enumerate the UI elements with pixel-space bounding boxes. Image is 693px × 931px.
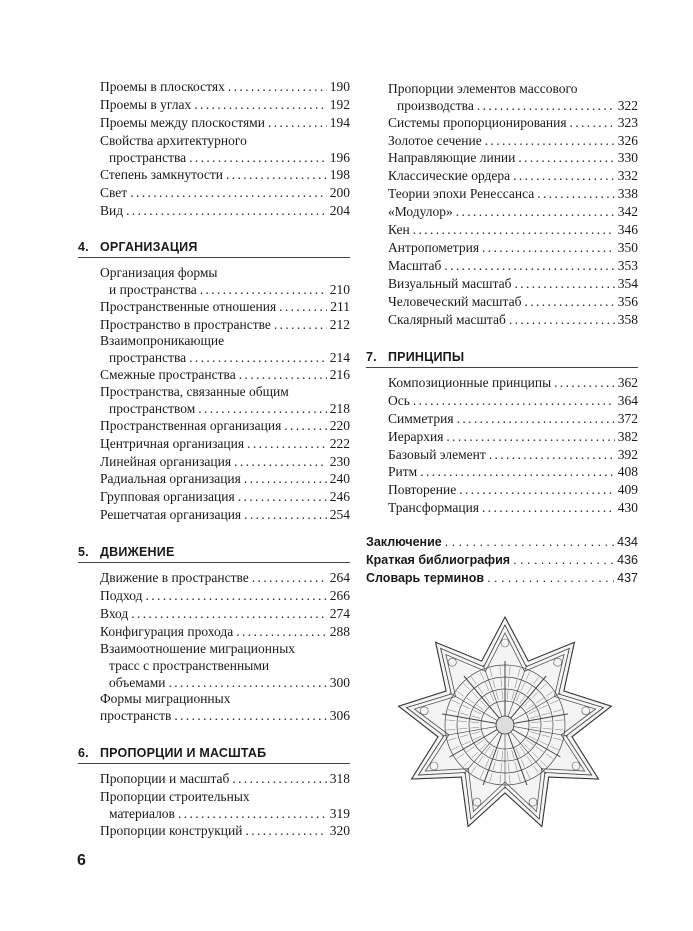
- toc-entry-title-cont: пространством: [109, 401, 196, 416]
- toc-entry[interactable]: [388, 167, 638, 184]
- toc-entry-title-cont: материалов: [109, 806, 175, 821]
- toc-entry[interactable]: [388, 185, 638, 202]
- toc-entry[interactable]: [100, 132, 350, 166]
- toc-entry[interactable]: [100, 788, 350, 822]
- chapter-heading[interactable]: [78, 239, 350, 258]
- toc-entry-page: 190: [329, 79, 350, 94]
- toc-entry[interactable]: [388, 481, 638, 498]
- toc-entry-page: 330: [617, 150, 638, 165]
- toc-entry[interactable]: [100, 114, 350, 131]
- toc-entry-title: Теории эпохи Ренессанса: [388, 186, 535, 201]
- toc-entry[interactable]: [100, 470, 350, 487]
- toc-entry[interactable]: [100, 78, 350, 95]
- star-fortress-plan-illustration: [394, 612, 616, 838]
- toc-entry-title: Масштаб: [388, 258, 442, 273]
- toc-entry-page: 342: [617, 204, 638, 219]
- toc-entry[interactable]: [388, 221, 638, 238]
- toc-entry-title: Групповая организация: [100, 489, 235, 504]
- toc-entry[interactable]: [388, 132, 638, 149]
- toc-entry-page: 358: [617, 312, 638, 327]
- toc-entry-title: Линейная организация: [100, 454, 232, 469]
- back-matter-page: 437: [617, 571, 638, 585]
- toc-entry-page: 264: [329, 570, 350, 585]
- toc-entry[interactable]: [388, 293, 638, 310]
- toc-entry[interactable]: [100, 184, 350, 201]
- toc-entry-page: 274: [329, 606, 350, 621]
- toc-entry-title: Свет: [100, 185, 128, 200]
- toc-entry-page: 300: [329, 675, 350, 690]
- toc-entry-page: 306: [329, 708, 350, 723]
- toc-entry-title: Проемы в углах: [100, 97, 192, 112]
- toc-entry[interactable]: [388, 239, 638, 256]
- toc-entry-title: Человеческий масштаб: [388, 294, 522, 309]
- toc-entry-page: 408: [617, 464, 638, 479]
- toc-entry[interactable]: [100, 640, 350, 691]
- toc-entry-page: 372: [617, 411, 638, 426]
- toc-entry-title-cont: пространств: [100, 708, 172, 723]
- toc-entry[interactable]: [388, 275, 638, 292]
- toc-entry-page: 204: [329, 203, 350, 218]
- toc-entry-title: Радиальная организация: [100, 471, 241, 486]
- toc-entry-page: 382: [617, 429, 638, 444]
- toc-entry[interactable]: [100, 166, 350, 183]
- toc-entry[interactable]: [100, 569, 350, 586]
- toc-entry[interactable]: [388, 80, 638, 114]
- toc-entry-page: 362: [617, 375, 638, 390]
- toc-entry-title-cont: производства: [397, 98, 474, 113]
- toc-entry[interactable]: [100, 453, 350, 470]
- toc-entry-page: 356: [617, 294, 638, 309]
- toc-entry-page: 320: [329, 823, 350, 838]
- toc-entry-title: Конфигурация прохода: [100, 624, 234, 639]
- toc-entry-page: 338: [617, 186, 638, 201]
- chapter-title: ПРИНЦИПЫ: [388, 350, 465, 364]
- toc-entry-title: Движение в пространстве: [100, 570, 249, 585]
- toc-entry[interactable]: [388, 374, 638, 391]
- toc-entry-page: 218: [329, 401, 350, 416]
- toc-entry-title: Пропорции конструкций: [100, 823, 243, 838]
- back-matter-page: 434: [617, 535, 638, 549]
- toc-entry-title: Ось: [388, 393, 410, 408]
- toc-entry-page: 230: [329, 454, 350, 469]
- toc-entry-title: Композиционные принципы: [388, 375, 552, 390]
- toc-entry-title: Вид: [100, 203, 124, 218]
- toc-entry-title: Повторение: [388, 482, 457, 497]
- toc-entry-page: 210: [329, 282, 350, 297]
- toc-entry-title: Взаимопроникающие: [100, 333, 225, 348]
- toc-entry[interactable]: [100, 623, 350, 640]
- toc-entry-title: Кен: [388, 222, 410, 237]
- chapter-heading[interactable]: [78, 544, 350, 563]
- toc-entry-page: 200: [329, 185, 350, 200]
- toc-entry-page: 220: [329, 418, 350, 433]
- chapter-title: ПРОПОРЦИИ И МАСШТАБ: [100, 746, 267, 760]
- toc-entry-page: 194: [329, 115, 350, 130]
- toc-entry[interactable]: [388, 428, 638, 445]
- toc-entry[interactable]: [388, 311, 638, 328]
- toc-entry[interactable]: [388, 499, 638, 516]
- toc-entry-page: 211: [330, 299, 350, 314]
- toc-entry-title-cont: и пространства: [109, 282, 197, 297]
- toc-entry[interactable]: [388, 203, 638, 220]
- chapter-number: 6.: [78, 746, 89, 760]
- toc-entry[interactable]: [100, 298, 350, 315]
- toc-entry-title: «Модулор»: [388, 204, 453, 219]
- toc-entry-title: Направляющие линии: [388, 150, 516, 165]
- toc-entry-page: 318: [329, 771, 350, 786]
- back-matter-title: Заключение: [366, 535, 442, 549]
- toc-entry-title-cont: объемами: [109, 675, 166, 690]
- page-number: 6: [77, 852, 86, 869]
- toc-entry[interactable]: [388, 149, 638, 166]
- toc-entry[interactable]: [100, 435, 350, 452]
- toc-entry[interactable]: [100, 488, 350, 505]
- chapter-number: 4.: [78, 240, 89, 254]
- toc-entry[interactable]: [100, 264, 350, 298]
- toc-entry-page: 222: [329, 436, 350, 451]
- toc-entry[interactable]: [100, 770, 350, 787]
- toc-entry-title: Ритм: [388, 464, 418, 479]
- toc-entry-page: 350: [617, 240, 638, 255]
- toc-entry[interactable]: [100, 605, 350, 622]
- toc-entry-title: Степень замкнутости: [100, 167, 224, 182]
- toc-entry-title: Пропорции элементов массового: [388, 81, 578, 96]
- toc-entry[interactable]: [100, 587, 350, 604]
- chapter-heading[interactable]: [78, 745, 350, 764]
- toc-entry[interactable]: [100, 822, 350, 839]
- toc-entry-page: 246: [329, 489, 350, 504]
- back-matter-entry[interactable]: [366, 552, 638, 569]
- toc-entry-title: Классические ордера: [388, 168, 511, 183]
- toc-entry-page: 198: [329, 167, 350, 182]
- toc-entry[interactable]: [100, 96, 350, 113]
- toc-entry[interactable]: [388, 410, 638, 427]
- toc-entry-title: Трансформация: [388, 500, 479, 515]
- toc-entry[interactable]: [100, 383, 350, 417]
- toc-entry-title: Визуальный масштаб: [388, 276, 512, 291]
- toc-entry-page: 353: [617, 258, 638, 273]
- toc-entry[interactable]: [100, 366, 350, 383]
- toc-entry-page: 322: [617, 98, 638, 113]
- back-matter-entry[interactable]: [366, 534, 638, 551]
- back-matter-entry[interactable]: [366, 570, 638, 587]
- toc-entry-page: 319: [329, 806, 350, 821]
- chapter-number: 5.: [78, 545, 89, 559]
- toc-entry[interactable]: [388, 392, 638, 409]
- toc-entry-title: Пространства, связанные общим: [100, 384, 289, 399]
- toc-entry-page: 216: [329, 367, 350, 382]
- toc-entry-title: Свойства архитектурного: [100, 133, 247, 148]
- central-square: [496, 716, 514, 734]
- chapter-heading[interactable]: [366, 349, 638, 368]
- toc-entry-title: Пропорции и масштаб: [100, 771, 230, 786]
- toc-entry-page: 214: [329, 350, 350, 365]
- chapter-title: ДВИЖЕНИЕ: [100, 545, 175, 559]
- toc-entry-title: Системы пропорционирования: [388, 115, 567, 130]
- toc-entry-page: 364: [617, 393, 638, 408]
- toc-entry-title: Симметрия: [388, 411, 454, 426]
- back-matter-title: Краткая библиография: [366, 553, 511, 567]
- toc-entry-page: 240: [329, 471, 350, 486]
- toc-entry-title: Скалярный масштаб: [388, 312, 506, 327]
- toc-entry[interactable]: [100, 332, 350, 366]
- toc-entry-page: 212: [329, 317, 350, 332]
- toc-entry-title: Решетчатая организация: [100, 507, 242, 522]
- toc-entry[interactable]: [388, 463, 638, 480]
- toc-entry-title: Вход: [100, 606, 129, 621]
- toc-entry[interactable]: [388, 446, 638, 463]
- toc-entry-page: 332: [617, 168, 638, 183]
- toc-entry-page: 346: [617, 222, 638, 237]
- toc-entry-page: 326: [617, 133, 638, 148]
- toc-entry-title: Базовый элемент: [388, 447, 486, 462]
- toc-entry-page: 266: [329, 588, 350, 603]
- toc-entry-title: Центричная организация: [100, 436, 245, 451]
- toc-entry[interactable]: [100, 690, 350, 724]
- toc-entry-title: Смежные пространства: [100, 367, 236, 382]
- toc-entry-title: Формы миграционных: [100, 691, 231, 706]
- toc-entry[interactable]: [100, 316, 350, 333]
- toc-entry[interactable]: [388, 257, 638, 274]
- toc-entry-title: Пространство в пространстве: [100, 317, 271, 332]
- toc-entry[interactable]: [100, 506, 350, 523]
- toc-entry-page: 409: [617, 482, 638, 497]
- toc-entry-title: Подход: [100, 588, 143, 603]
- toc-entry-title: Золотое сечение: [388, 133, 482, 148]
- toc-entry-page: 288: [329, 624, 350, 639]
- toc-entry-page: 430: [617, 500, 638, 515]
- chapter-title: ОРГАНИЗАЦИЯ: [100, 240, 198, 254]
- toc-entry-title-cont: пространства: [109, 150, 187, 165]
- toc-entry-page: 392: [617, 447, 638, 462]
- back-matter-title: Словарь терминов: [366, 571, 485, 585]
- toc-entry-title-cont: трасс с пространственными: [109, 658, 270, 673]
- toc-entry-title: Пропорции строительных: [100, 789, 250, 804]
- toc-entry[interactable]: [100, 202, 350, 219]
- toc-entry-title: Взаимоотношение миграционных: [100, 641, 296, 656]
- toc-entry-title: Иерархия: [388, 429, 444, 444]
- toc-entry-page: 354: [617, 276, 638, 291]
- toc-entry-page: 192: [329, 97, 350, 112]
- chapter-number: 7.: [366, 350, 377, 364]
- toc-entry-title: Пространственная организация: [100, 418, 282, 433]
- toc-entry-title: Проемы в плоскостях: [100, 79, 225, 94]
- toc-entry-title: Антропометрия: [388, 240, 480, 255]
- toc-entry-title-cont: пространства: [109, 350, 187, 365]
- toc-entry-page: 323: [617, 115, 638, 130]
- toc-entry-title: Проемы между плоскостями: [100, 115, 265, 130]
- toc-entry[interactable]: [388, 114, 638, 131]
- toc-entry-page: 254: [329, 507, 350, 522]
- toc-entry-title: Пространственные отношения: [100, 299, 277, 314]
- back-matter-page: 436: [617, 553, 638, 567]
- toc-entry-title: Организация формы: [100, 265, 218, 280]
- toc-entry-page: 196: [329, 150, 350, 165]
- toc-entry[interactable]: [100, 417, 350, 434]
